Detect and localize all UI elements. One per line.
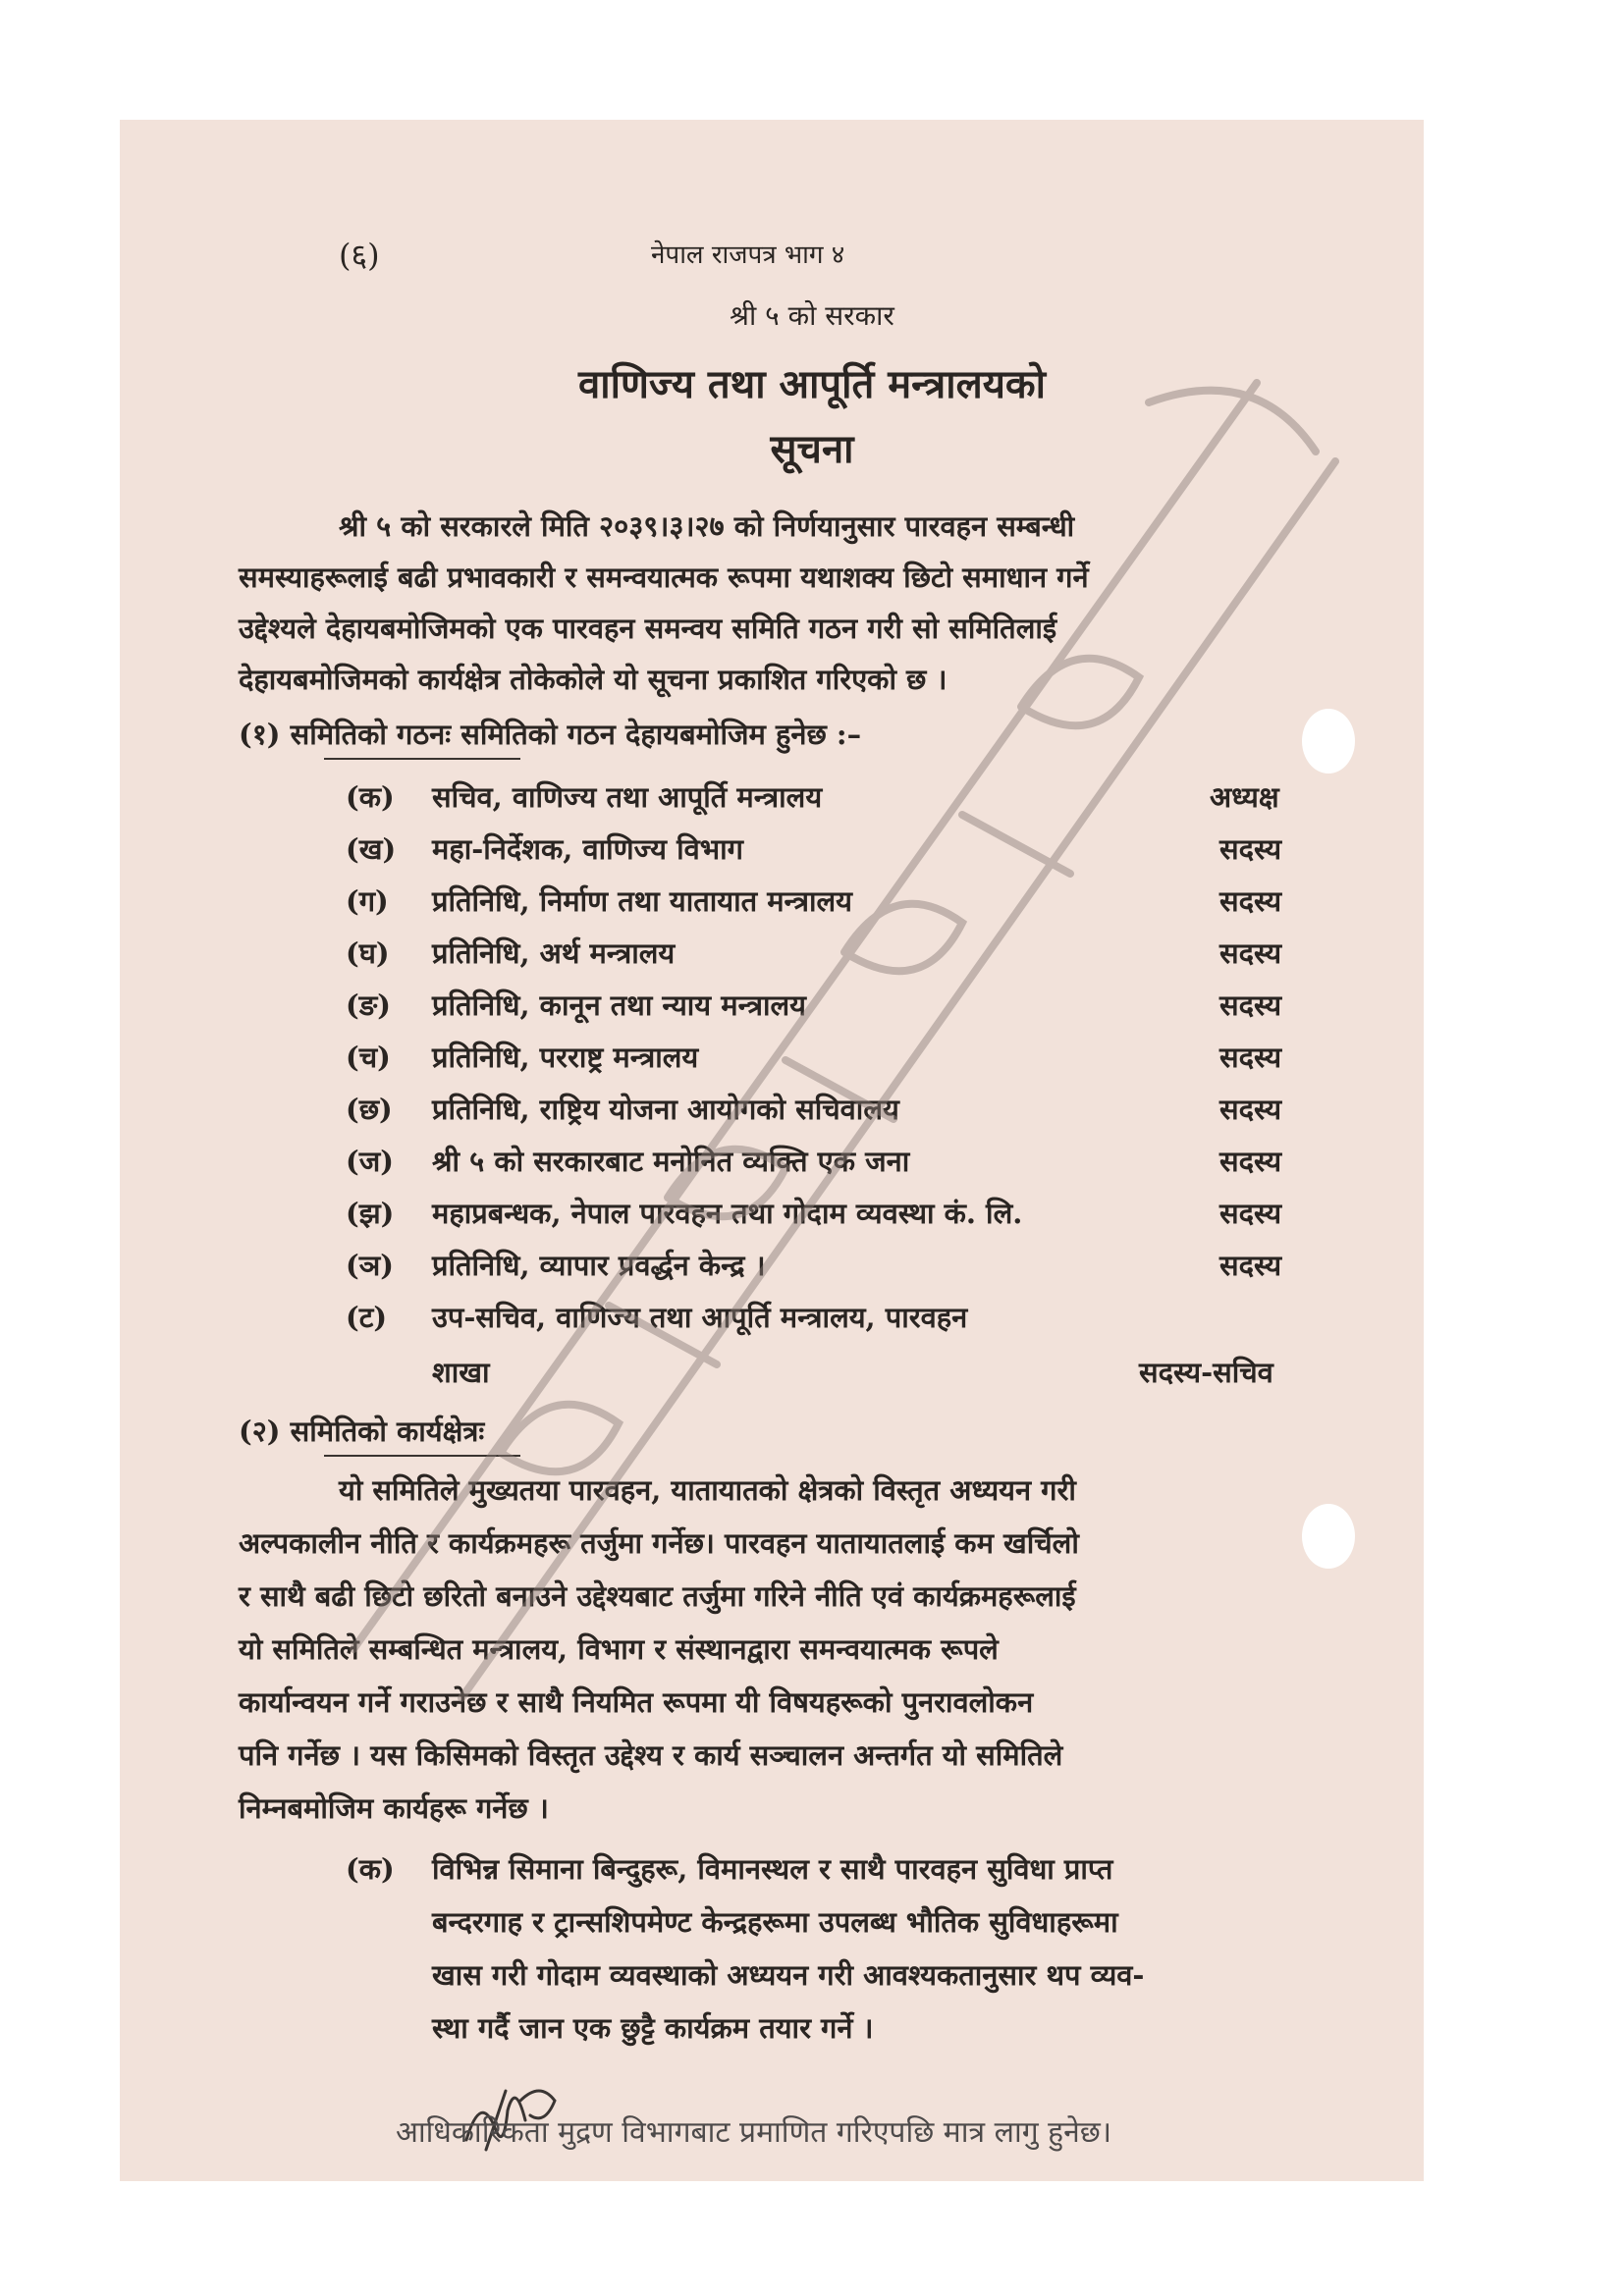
member-name: प्रतिनिधि, व्यापार प्रवर्द्धन केन्द्र । [432, 1249, 766, 1282]
punch-hole [1302, 1504, 1355, 1569]
item-marker: (ङ) [346, 988, 391, 1022]
heading-underline [324, 1455, 520, 1457]
member-role: अध्यक्ष [1210, 780, 1279, 814]
running-title: नेपाल राजपत्र भाग ४ [651, 240, 845, 270]
member-name: श्री ५ को सरकारबाट मनोनित व्यक्ति एक जना [432, 1145, 910, 1178]
member-role: सदस्य-सचिव [1139, 1356, 1273, 1389]
member-name: प्रतिनिधि, निर्माण तथा यातायात मन्त्रालय [432, 884, 852, 918]
certification-footer: आधिकारिकता मुद्रण विभागबाट प्रमाणित गरिएपछि मात्र लागु हुनेछ। [396, 2115, 1112, 2150]
section-2-heading: (२) समितिको कार्यक्षेत्रः [239, 1415, 485, 1448]
paragraph-line: र साथै बढी छिटो छरितो बनाउने उद्देश्यबाट तर्जुमा गरिने नीति एवं कार्यक्रमहरूलाई [239, 1579, 1076, 1613]
member-role: सदस्य [1219, 1041, 1282, 1074]
member-role: सदस्य [1219, 1093, 1282, 1126]
paragraph-line: अल्पकालीन नीति र कार्यक्रमहरू तर्जुमा गर्नेछ। पारवहन यातायातलाई कम खर्चिलो [239, 1526, 1079, 1560]
item-marker: (क) [346, 780, 395, 814]
item-marker: (ख) [346, 832, 397, 866]
item-marker: (छ) [346, 1093, 393, 1126]
item-marker: (ग) [346, 884, 389, 918]
member-name: महाप्रबन्धक, नेपाल पारवहन तथा गोदाम व्यवस्था कं. लि. [432, 1197, 1023, 1230]
member-role: सदस्य [1219, 1197, 1282, 1230]
member-name-continued: शाखा [432, 1356, 490, 1389]
ministry-title: वाणिज्य तथा आपूर्ति मन्त्रालयको [578, 361, 1046, 407]
member-role: सदस्य [1219, 884, 1282, 918]
intro-line: समस्याहरूलाई बढी प्रभावकारी र समन्वयात्मक रूपमा यथाशक्य छिटो समाधान गर्ने [239, 561, 1089, 594]
member-role: सदस्य [1219, 832, 1282, 866]
member-name: प्रतिनिधि, कानून तथा न्याय मन्त्रालय [432, 988, 806, 1022]
member-name: सचिव, वाणिज्य तथा आपूर्ति मन्त्रालय [432, 780, 823, 814]
item-line: स्था गर्दै जान एक छुट्टै कार्यक्रम तयार गर्ने । [432, 2011, 874, 2045]
item-marker: (ञ) [346, 1249, 394, 1282]
section-1-heading: (१) समितिको गठनः समितिको गठन देहायबमोजिम हुनेछ :– [239, 718, 862, 751]
member-role: सदस्य [1219, 988, 1282, 1022]
item-marker: (च) [346, 1041, 391, 1074]
member-name: प्रतिनिधि, परराष्ट्र मन्त्रालय [432, 1041, 699, 1074]
member-name: महा-निर्देशक, वाणिज्य विभाग [432, 832, 743, 866]
heading-underline [324, 758, 520, 760]
paragraph-line: पनि गर्नेछ । यस किसिमको विस्तृत उद्देश्य र कार्य सञ्चालन अन्तर्गत यो समितिले [239, 1738, 1063, 1772]
member-role: सदस्य [1219, 936, 1282, 970]
issuer: श्री ५ को सरकार [730, 299, 894, 332]
punch-hole [1302, 709, 1355, 774]
member-role: सदस्य [1219, 1145, 1282, 1178]
item-marker: (ट) [346, 1301, 388, 1334]
paragraph-line: कार्यान्वयन गर्ने गराउनेछ र साथै नियमित रूपमा यी विषयहरूको पुनरावलोकन [239, 1685, 1034, 1719]
intro-line: उद्देश्यले देहायबमोजिमको एक पारवहन समन्वय समिति गठन गरी सो समितिलाई [239, 612, 1057, 645]
member-name: प्रतिनिधि, राष्ट्रिय योजना आयोगको सचिवालय [432, 1093, 899, 1126]
member-name: उप-सचिव, वाणिज्य तथा आपूर्ति मन्त्रालय, पारवहन [432, 1301, 968, 1334]
member-role: सदस्य [1219, 1249, 1282, 1282]
member-name: प्रतिनिधि, अर्थ मन्त्रालय [432, 936, 676, 970]
item-line: विभिन्न सिमाना बिन्दुहरू, विमानस्थल र साथै पारवहन सुविधा प्राप्त [432, 1852, 1113, 1886]
item-marker: (ज) [346, 1145, 394, 1178]
item-marker: (क) [346, 1852, 395, 1886]
item-marker: (झ) [346, 1197, 395, 1230]
item-line: बन्दरगाह र ट्रान्सशिपमेण्ट केन्द्रहरूमा उपलब्ध भौतिक सुविधाहरूमा [432, 1905, 1118, 1939]
intro-line: श्री ५ को सरकारले मिति २०३९।३।२७ को निर्णयानुसार पारवहन सम्बन्धी [339, 509, 1075, 543]
notice-title: सूचना [770, 426, 854, 472]
page-number: (६) [339, 237, 380, 274]
item-line: खास गरी गोदाम व्यवस्थाको अध्ययन गरी आवश्यकतानुसार थप व्यव- [432, 1958, 1145, 1992]
intro-line: देहायबमोजिमको कार्यक्षेत्र तोकेकोले यो सूचना प्रकाशित गरिएको छ । [239, 663, 947, 696]
paragraph-line: यो समितिले सम्बन्धित मन्त्रालय, विभाग र संस्थानद्वारा समन्वयात्मक रूपले [239, 1632, 999, 1666]
paragraph-line: यो समितिले मुख्यतया पारवहन, यातायातको क्षेत्रको विस्तृत अध्ययन गरी [339, 1473, 1076, 1507]
paragraph-line: निम्नबमोजिम कार्यहरू गर्नेछ । [239, 1791, 549, 1825]
item-marker: (घ) [346, 936, 390, 970]
